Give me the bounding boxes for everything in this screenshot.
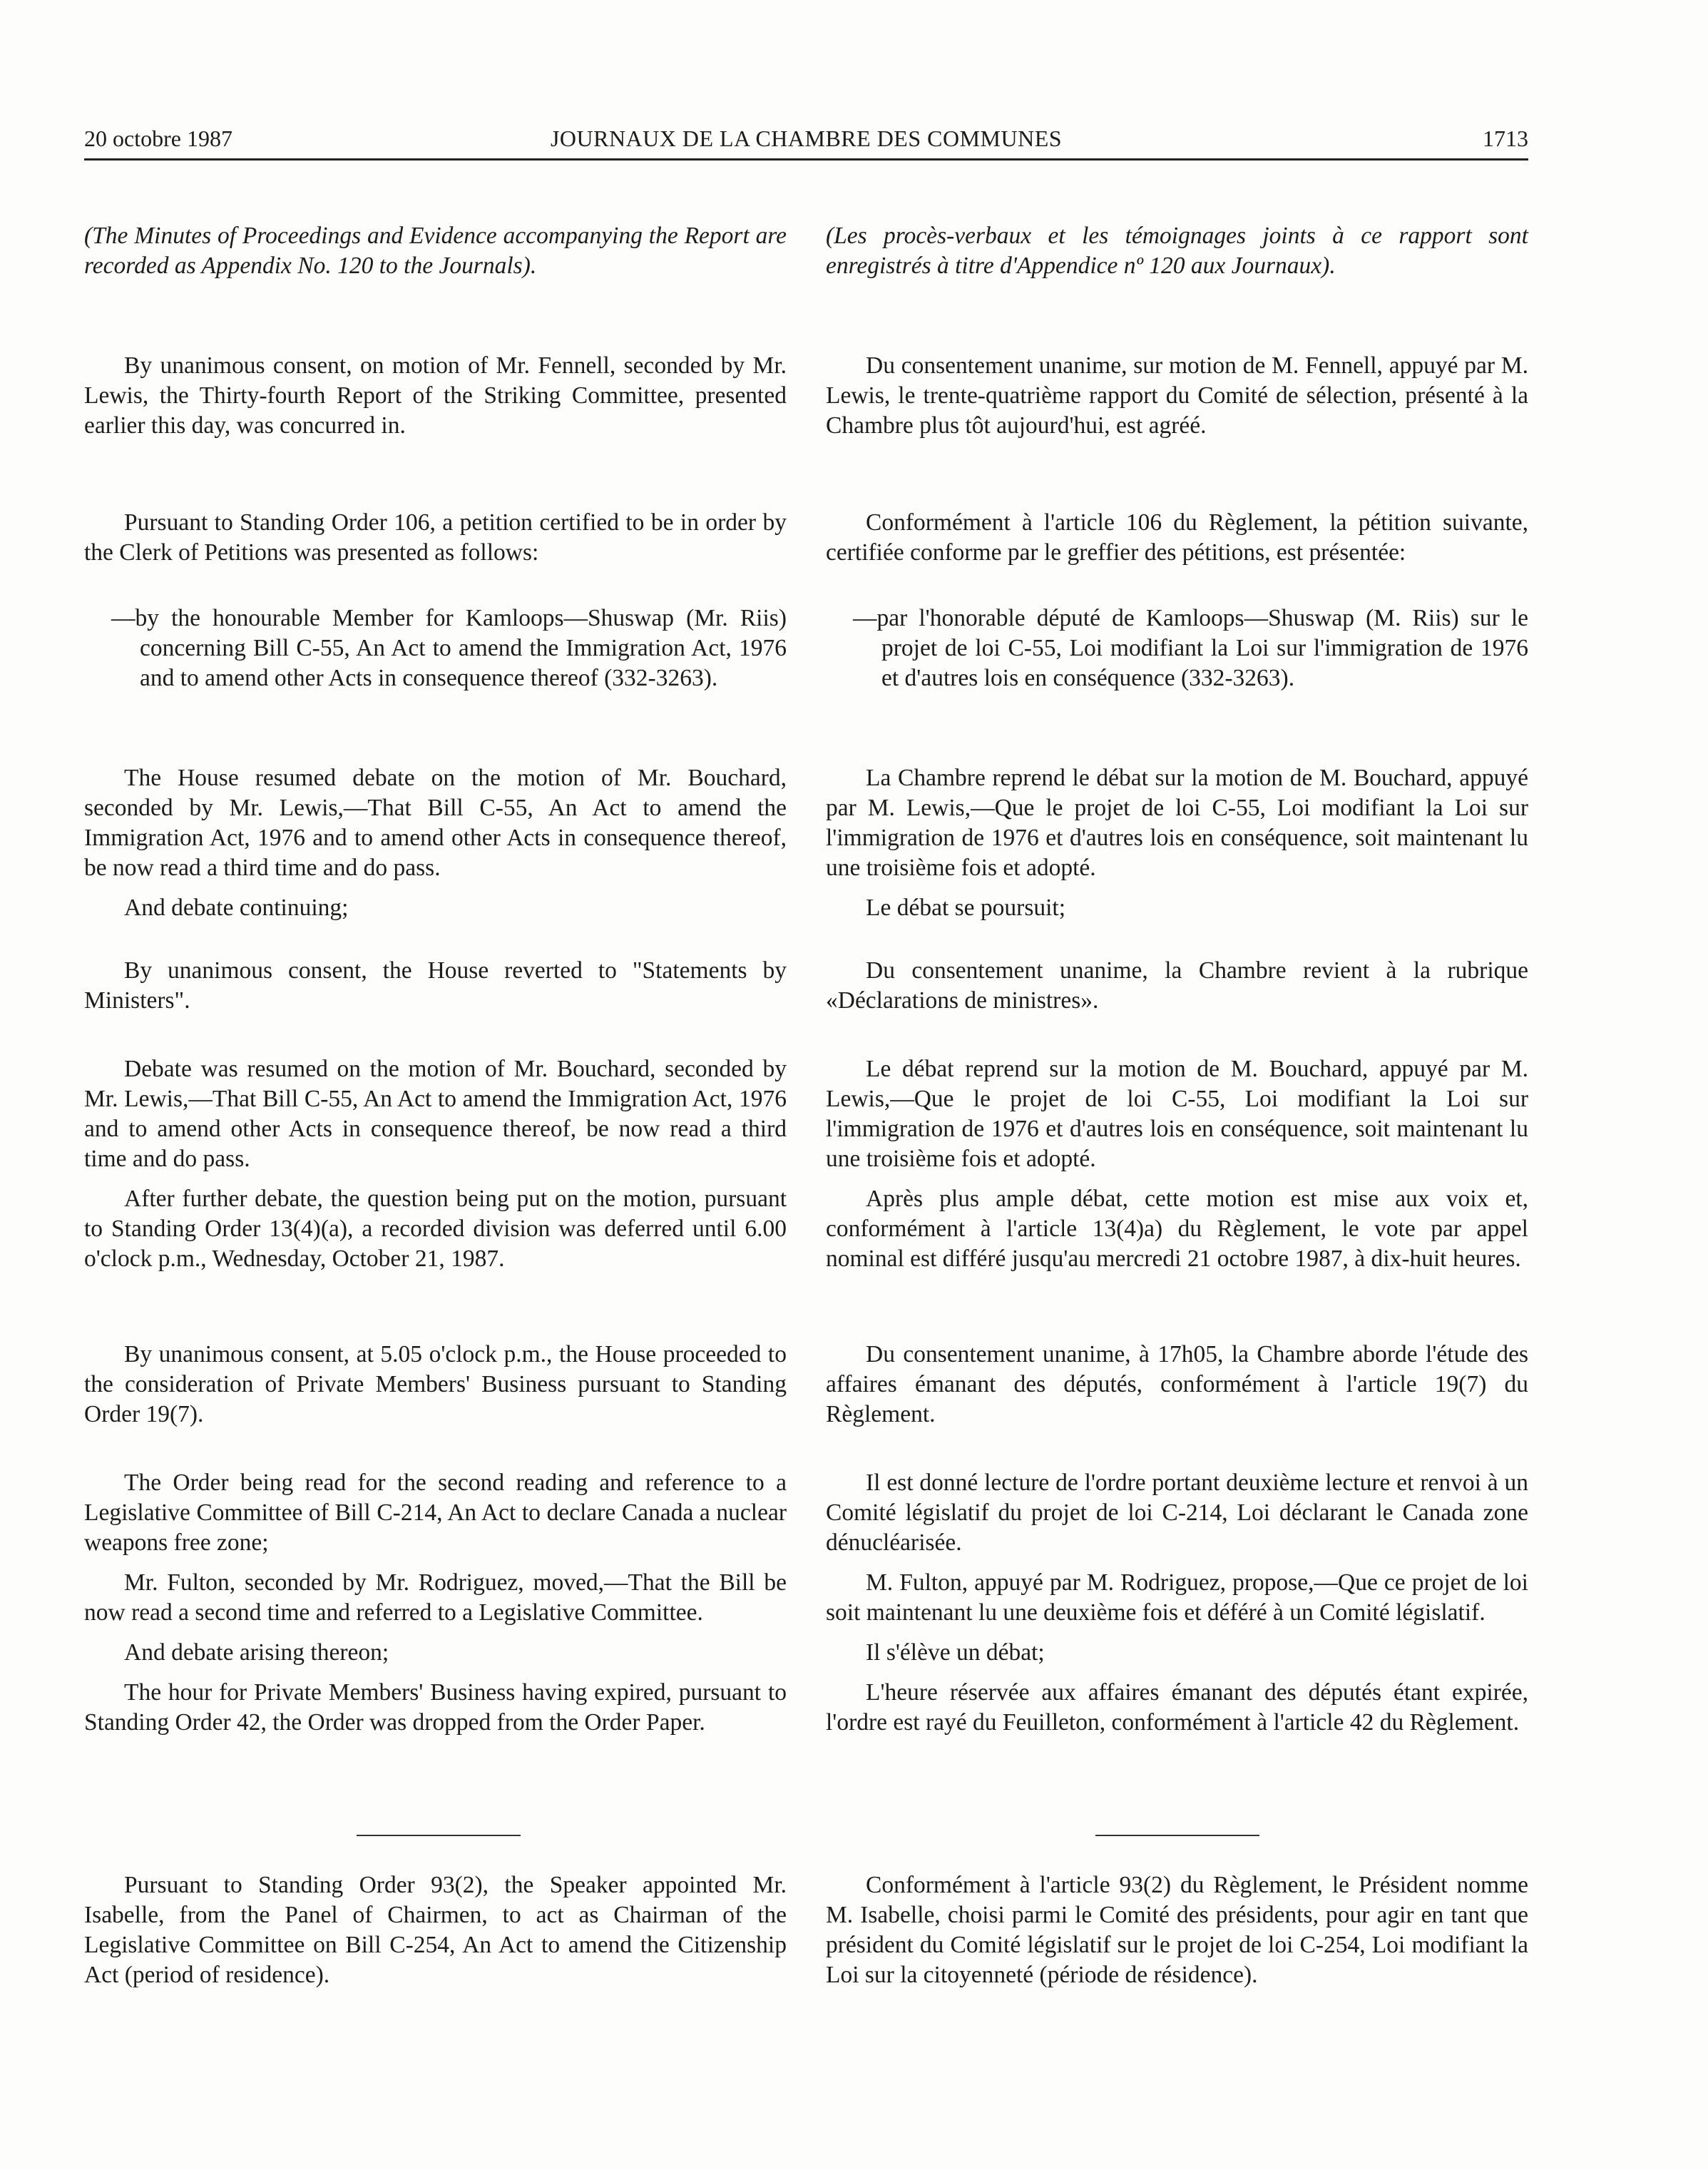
paragraph-striking-report	[826, 351, 1528, 451]
paragraph-text: And debate continuing;	[124, 895, 349, 921]
paragraph-text: The Order being read for the second reading and reference to a Legislative Committee of Bill C-214, An Act to declare Canada a nuclear weapons free zone;	[84, 1469, 787, 1556]
paragraph-bill-c214	[84, 1468, 787, 1748]
section-divider	[357, 1835, 521, 1836]
paragraph-debate-resumed	[84, 1054, 787, 1284]
section-divider	[1095, 1835, 1259, 1836]
paragraph-text: The House resumed debate on the motion of Mr. Bouchard, seconded by Mr. Lewis,—That Bill C-55, An Act to amend the Immigration Act, 1976 and to amend other Acts in consequence thereof, be now read a third time and do pass.	[84, 765, 787, 881]
paragraph-text: La Chambre reprend le débat sur la motion de M. Bouchard, appuyé par M. Lewis,—Que le projet de loi C-55, Loi modifiant la Loi sur l'immigration de 1976 et d'autres lois en conséquence, soit maintenant lu une troisième fois et adopté.	[826, 765, 1528, 881]
paragraph-statements-ministers	[826, 956, 1528, 1026]
paragraph-text: —by the honourable Member for Kamloops—Shuswap (Mr. Riis) concerning Bill C-55, An Act to amend the Immigration Act, 1976 and to amend other Acts in consequence thereof (332-3263).	[111, 605, 787, 691]
paragraph-text: After further debate, the question being put on the motion, pursuant to Standing Order 13(4)(a), a recorded division was deferred until 6.00 o'clock p.m., Wednesday, October 21, 1987.	[84, 1186, 787, 1272]
paragraph-text: Du consentement unanime, à 17h05, la Chambre aborde l'étude des affaires émanant des députés, conformément à l'article 19(7) du Règlement.	[826, 1341, 1528, 1427]
paragraph-private-members	[826, 1340, 1528, 1440]
paragraph-text: By unanimous consent, at 5.05 o'clock p.m., the House proceeded to the consideration of Private Members' Business pursuant to Standing Order 19(7).	[84, 1341, 787, 1427]
paragraph-text: (The Minutes of Proceedings and Evidence accompanying the Report are recorded as Appendix No. 120 to the Journals).	[84, 223, 787, 279]
header-date: 20 octobre 1987	[84, 126, 232, 151]
paragraph-appendix-note	[84, 221, 787, 291]
paragraph-text: Du consentement unanime, sur motion de M. Fennell, appuyé par M. Lewis, le trente-quatrième rapport du Comité de sélection, présenté à la Chambre plus tôt aujourd'hui, est agréé.	[826, 352, 1528, 439]
paragraph-text: Debate was resumed on the motion of Mr. Bouchard, seconded by Mr. Lewis,—That Bill C-55, An Act to amend the Immigration Act, 1976 and to amend other Acts in consequence thereof, be now read a third time and do pass.	[84, 1056, 787, 1172]
paragraph-petition-intro	[84, 508, 787, 578]
paragraph-striking-report	[84, 351, 787, 451]
paragraph-text: Le débat se poursuit;	[866, 895, 1066, 921]
page-header	[84, 123, 1528, 161]
paragraph-text: Mr. Fulton, seconded by Mr. Rodriguez, moved,—That the Bill be now read a second time and referred to a Legislative Committee.	[84, 1569, 787, 1626]
paragraph-text: Le débat reprend sur la motion de M. Bouchard, appuyé par M. Lewis,—Que le projet de loi C-55, Loi modifiant la Loi sur l'immigration de 1976 et d'autres lois en conséquence, soit maintenant lu une troisième fois et adopté.	[826, 1056, 1528, 1172]
paragraph-text: Après plus ample débat, cette motion est mise aux voix et, conformément à l'article 13(4)a) du Règlement, le vote par appel nominal est différé jusqu'au mercredi 21 octobre 1987, à dix-huit heures.	[826, 1186, 1528, 1272]
paragraph-petition-intro	[826, 508, 1528, 578]
paragraph-private-members	[84, 1340, 787, 1440]
paragraph-debate-resumed	[826, 1054, 1528, 1284]
paragraph-bill-c55-debate	[84, 763, 787, 933]
paragraph-text: By unanimous consent, on motion of Mr. Fennell, seconded by Mr. Lewis, the Thirty-fourth Report of the Striking Committee, presented earlier this day, was concurred in.	[84, 352, 787, 439]
paragraph-text: By unanimous consent, the House reverted to "Statements by Ministers".	[84, 957, 787, 1014]
paragraph-petition-item	[84, 603, 787, 703]
paragraph-text: —par l'honorable député de Kamloops—Shuswap (M. Riis) sur le projet de loi C-55, Loi modifiant la Loi sur l'immigration de 1976 et d'autres lois en conséquence (332-3263).	[853, 605, 1528, 691]
paragraph-bill-c55-debate	[826, 763, 1528, 933]
paragraph-statements-ministers	[84, 956, 787, 1026]
paragraph-text: Il s'élève un débat;	[866, 1639, 1045, 1666]
paragraph-text: L'heure réservée aux affaires émanant des députés étant expirée, l'ordre est rayé du Feuilleton, conformément à l'article 42 du Règlement.	[826, 1679, 1528, 1736]
paragraph-text: Du consentement unanime, la Chambre revient à la rubrique «Déclarations de ministres».	[826, 957, 1528, 1014]
paragraph-chairman-appointment	[826, 1870, 1528, 2000]
paragraph-text: And debate arising thereon;	[124, 1639, 389, 1666]
paragraph-petition-item	[826, 603, 1528, 703]
paragraph-text: (Les procès-verbaux et les témoignages joints à ce rapport sont enregistrés à titre d'Appendice nº 120 aux Journaux).	[826, 223, 1528, 279]
paragraph-text: M. Fulton, appuyé par M. Rodriguez, propose,—Que ce projet de loi soit maintenant lu une deuxième fois et déféré à un Comité législatif.	[826, 1569, 1528, 1626]
paragraph-appendix-note	[826, 221, 1528, 291]
paragraph-text: Conformément à l'article 106 du Règlement, la pétition suivante, certifiée conforme par le greffier des pétitions, est présentée:	[826, 509, 1528, 566]
paragraph-text: Pursuant to Standing Order 93(2), the Speaker appointed Mr. Isabelle, from the Panel of Chairmen, to act as Chairman of the Legislative Committee on Bill C-254, An Act to amend the Citizenship Act (period of residence).	[84, 1872, 787, 1988]
header-page-number: 1713	[1483, 126, 1528, 151]
paragraph-chairman-appointment	[84, 1870, 787, 2000]
paragraph-text: The hour for Private Members' Business having expired, pursuant to Standing Order 42, the Order was dropped from the Order Paper.	[84, 1679, 787, 1736]
paragraph-bill-c214	[826, 1468, 1528, 1748]
paragraph-text: Conformément à l'article 93(2) du Règlement, le Président nomme M. Isabelle, choisi parmi le Comité des présidents, pour agir en tant que président du Comité législatif sur le projet de loi C-254, Loi modifiant la Loi sur la citoyenneté (période de résidence).	[826, 1872, 1528, 1988]
paragraph-text: Il est donné lecture de l'ordre portant deuxième lecture et renvoi à un Comité législatif du projet de loi C-214, Loi déclarant le Canada zone dénucléarisée.	[826, 1469, 1528, 1556]
paragraph-text: Pursuant to Standing Order 106, a petition certified to be in order by the Clerk of Petitions was presented as follows:	[84, 509, 787, 566]
header-title: JOURNAUX DE LA CHAMBRE DES COMMUNES	[550, 126, 1063, 151]
